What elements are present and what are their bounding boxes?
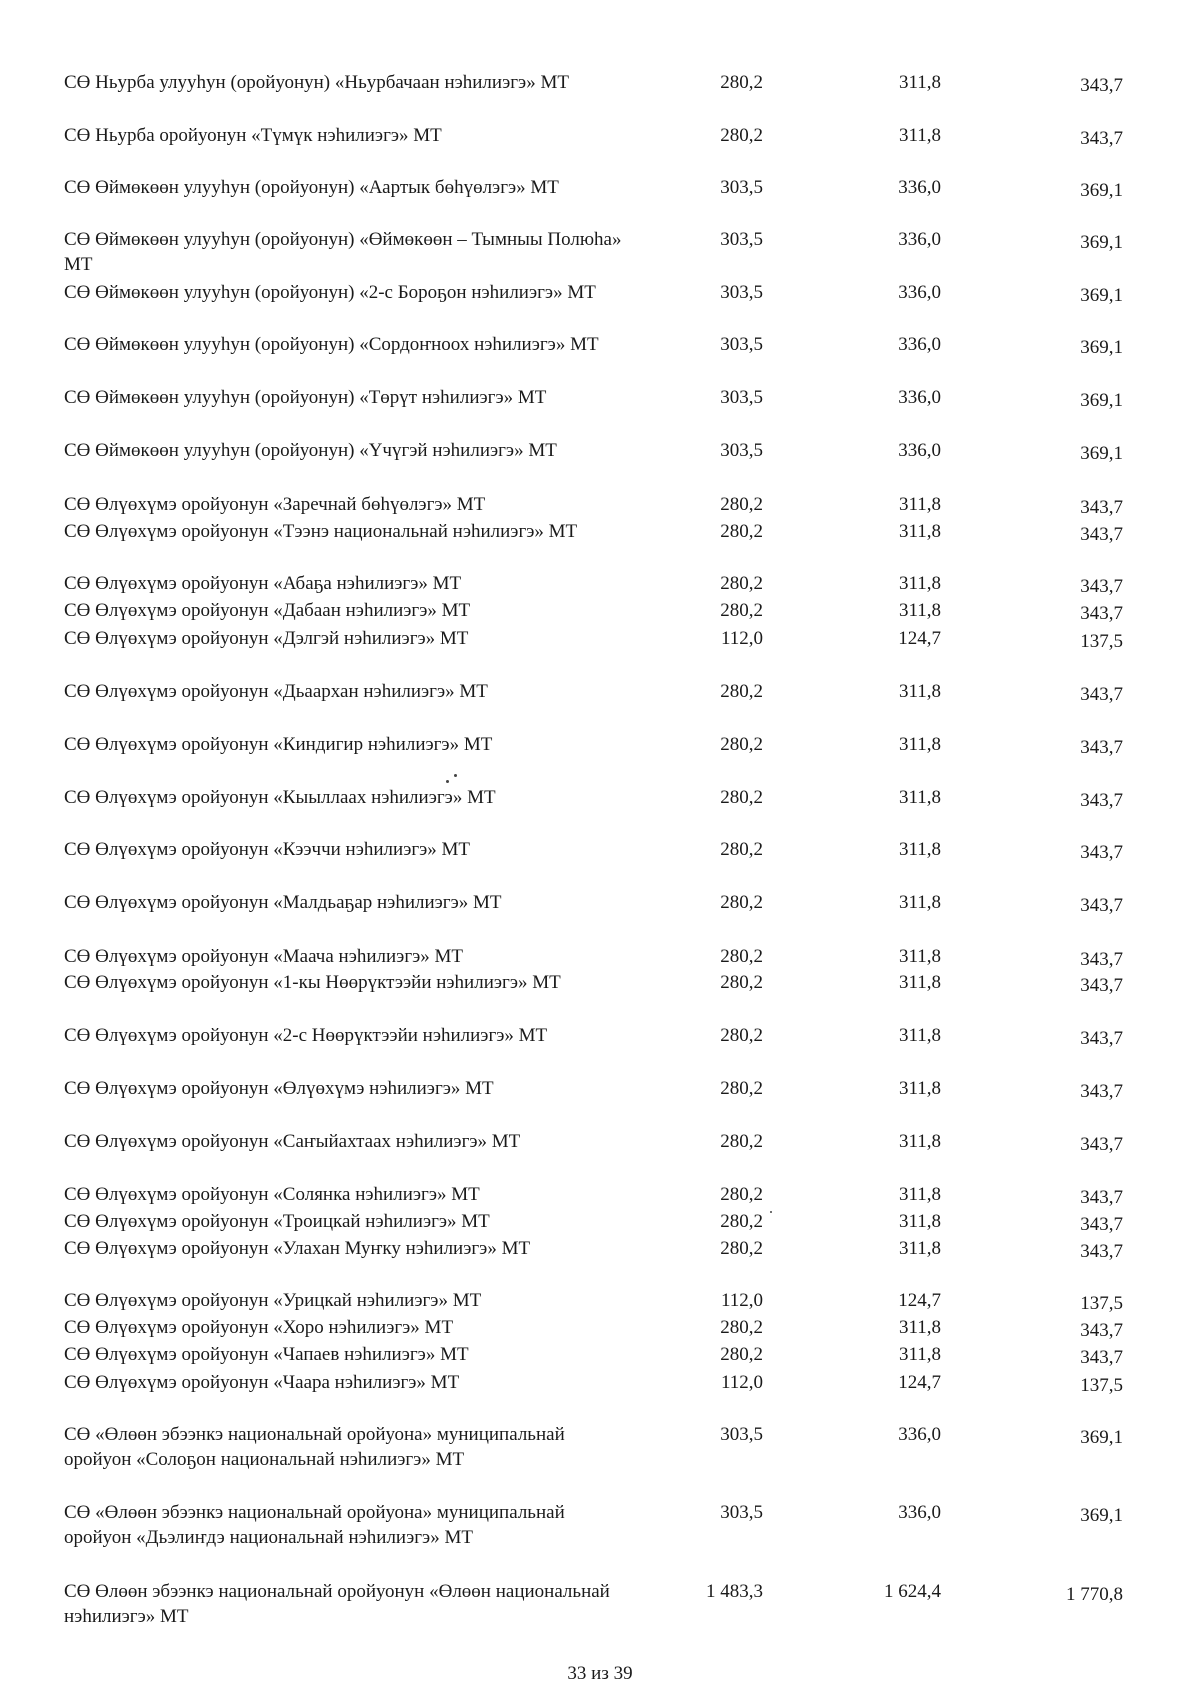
value-col-2: 311,8: [898, 681, 941, 702]
row-name: СӨ Өймөкөөн улууһун (оройуонун) «Сордоҥноох нэһилиэгэ» МТ: [64, 334, 599, 355]
value-col-3: 343,7: [1080, 603, 1123, 624]
value-col-3: 343,7: [1080, 949, 1123, 970]
value-col-1: 280,2: [720, 1184, 763, 1205]
row-name: СӨ Өлүөхүмэ оройуонун «Хоро нэһилиэгэ» МТ: [64, 1317, 454, 1338]
value-col-3: 369,1: [1080, 443, 1123, 464]
row-name: СӨ Өймөкөөн улууһун (оройуонун) «Төрүт нэһилиэгэ» МТ: [64, 387, 547, 408]
row-name: СӨ Өймөкөөн улууһун (оройуонун) «Үчүгэй нэһилиэгэ» МТ: [64, 440, 557, 461]
value-col-2: 311,8: [898, 573, 941, 594]
scan-speck: [770, 1211, 772, 1213]
value-col-1: 303,5: [720, 387, 763, 408]
value-col-2: 124,7: [898, 1372, 941, 1393]
value-col-2: 311,8: [898, 1238, 941, 1259]
value-col-3: 343,7: [1080, 576, 1123, 597]
value-col-3: 343,7: [1080, 128, 1123, 149]
value-col-1: 303,5: [720, 229, 763, 250]
value-col-1: 112,0: [720, 628, 763, 649]
value-col-1: 112,0: [720, 1290, 763, 1311]
value-col-3: 343,7: [1080, 75, 1123, 96]
row-name: СӨ «Өлөөн эбээнкэ национальнай оройуона» муниципальнай оройуон «Дьэлиҥдэ национальнай нэһилиэгэ» МТ: [64, 1502, 565, 1548]
row-name: СӨ Өлүөхүмэ оройуонун «Солянка нэһилиэгэ» МТ: [64, 1184, 480, 1205]
value-col-3: 137,5: [1080, 1293, 1123, 1314]
value-col-3: 369,1: [1080, 180, 1123, 201]
value-col-3: 369,1: [1080, 1427, 1123, 1448]
value-col-1: 1 483,3: [706, 1581, 763, 1602]
value-col-2: 311,8: [898, 125, 941, 146]
row-name: СӨ Өлүөхүмэ оройуонун «Өлүөхүмэ нэһилиэгэ» МТ: [64, 1078, 494, 1099]
row-name: СӨ «Өлөөн эбээнкэ национальнай оройуона» муниципальнай оройуон «Солоҕон национальнай нэһилиэгэ» МТ: [64, 1424, 565, 1470]
value-col-1: 280,2: [720, 1344, 763, 1365]
row-name: СӨ Өлүөхүмэ оройуонун «Чапаев нэһилиэгэ» МТ: [64, 1344, 469, 1365]
page-number: 33 из 39: [567, 1663, 633, 1684]
value-col-2: 311,8: [898, 1078, 941, 1099]
value-col-1: 303,5: [720, 282, 763, 303]
row-name: СӨ Өймөкөөн улууһун (оройуонун) «2-с Бороҕон нэһилиэгэ» МТ: [64, 282, 596, 303]
row-name: СӨ Өлүөхүмэ оройуонун «Дэлгэй нэһилиэгэ» МТ: [64, 628, 469, 649]
value-col-1: 280,2: [720, 787, 763, 808]
value-col-3: 343,7: [1080, 684, 1123, 705]
value-col-3: 369,1: [1080, 390, 1123, 411]
value-col-2: 311,8: [898, 72, 941, 93]
row-name: СӨ Өлүөхүмэ оройуонун «1-кы Нөөрүктээйи нэһилиэгэ» МТ: [64, 972, 561, 993]
value-col-3: 343,7: [1080, 1320, 1123, 1341]
value-col-1: 280,2: [720, 125, 763, 146]
value-col-2: 311,8: [898, 1184, 941, 1205]
value-col-3: 343,7: [1080, 1214, 1123, 1235]
row-name: СӨ Өлүөхүмэ оройуонун «Малдьаҕар нэһилиэгэ» МТ: [64, 892, 502, 913]
value-col-1: 280,2: [720, 681, 763, 702]
row-name: СӨ Өлүөхүмэ оройуонун «Чаара нэһилиэгэ» МТ: [64, 1372, 460, 1393]
value-col-1: 280,2: [720, 734, 763, 755]
value-col-2: 336,0: [898, 387, 941, 408]
value-col-2: 311,8: [898, 1344, 941, 1365]
value-col-2: 311,8: [898, 734, 941, 755]
value-col-3: 343,7: [1080, 790, 1123, 811]
scan-speck: [446, 780, 449, 783]
row-name: СӨ Өлүөхүмэ оройуонун «Абаҕа нэһилиэгэ» МТ: [64, 573, 462, 594]
value-col-3: 343,7: [1080, 1134, 1123, 1155]
value-col-1: 303,5: [720, 1424, 763, 1445]
value-col-2: 124,7: [898, 1290, 941, 1311]
value-col-3: 343,7: [1080, 497, 1123, 518]
row-name: СӨ Өлүөхүмэ оройуонун «2-с Нөөрүктээйи нэһилиэгэ» МТ: [64, 1025, 548, 1046]
value-col-1: 280,2: [720, 1025, 763, 1046]
value-col-1: 280,2: [720, 1317, 763, 1338]
row-name: СӨ Өлүөхүмэ оройуонун «Киндигир нэһилиэгэ» МТ: [64, 734, 493, 755]
value-col-2: 311,8: [898, 972, 941, 993]
value-col-3: 343,7: [1080, 975, 1123, 996]
value-col-3: 137,5: [1080, 1375, 1123, 1396]
value-col-1: 280,2: [720, 521, 763, 542]
value-col-2: 311,8: [898, 494, 941, 515]
value-col-3: 343,7: [1080, 895, 1123, 916]
value-col-2: 336,0: [898, 282, 941, 303]
value-col-2: 336,0: [898, 177, 941, 198]
value-col-2: 311,8: [898, 521, 941, 542]
value-col-2: 1 624,4: [884, 1581, 941, 1602]
value-col-3: 343,7: [1080, 737, 1123, 758]
value-col-3: 343,7: [1080, 1241, 1123, 1262]
value-col-2: 124,7: [898, 628, 941, 649]
value-col-1: 112,0: [720, 1372, 763, 1393]
value-col-3: 369,1: [1080, 232, 1123, 253]
value-col-1: 303,5: [720, 440, 763, 461]
value-col-3: 343,7: [1080, 1081, 1123, 1102]
row-name: СӨ Өлүөхүмэ оройуонун «Улахан Муҥку нэһилиэгэ» МТ: [64, 1238, 531, 1259]
scan-speck: [454, 774, 457, 777]
row-name: СӨ Өймөкөөн улууһун (оройуонун) «Аартык бөһүөлэгэ» МТ: [64, 177, 559, 198]
value-col-3: 369,1: [1080, 1505, 1123, 1526]
value-col-2: 311,8: [898, 600, 941, 621]
value-col-2: 311,8: [898, 839, 941, 860]
value-col-2: 311,8: [898, 946, 941, 967]
value-col-2: 336,0: [898, 440, 941, 461]
value-col-2: 311,8: [898, 1317, 941, 1338]
row-name: СӨ Өлүөхүмэ оройуонун «Саҥыйахтаах нэһилиэгэ» МТ: [64, 1131, 521, 1152]
value-col-1: 280,2: [720, 1078, 763, 1099]
value-col-1: 280,2: [720, 600, 763, 621]
row-name: СӨ Ньурба оройуонун «Түмүк нэһилиэгэ» МТ: [64, 125, 442, 146]
value-col-1: 280,2: [720, 494, 763, 515]
value-col-2: 311,8: [898, 1131, 941, 1152]
row-name: СӨ Өлүөхүмэ оройуонун «Дабаан нэһилиэгэ» МТ: [64, 600, 471, 621]
value-col-2: 336,0: [898, 1424, 941, 1445]
value-col-2: 311,8: [898, 892, 941, 913]
value-col-1: 280,2: [720, 972, 763, 993]
value-col-1: 280,2: [720, 1131, 763, 1152]
value-col-1: 280,2: [720, 1238, 763, 1259]
value-col-1: 280,2: [720, 946, 763, 967]
value-col-1: 280,2: [720, 573, 763, 594]
value-col-3: 343,7: [1080, 842, 1123, 863]
value-col-3: 343,7: [1080, 1347, 1123, 1368]
value-col-1: 280,2: [720, 839, 763, 860]
value-col-1: 280,2: [720, 72, 763, 93]
value-col-1: 280,2: [720, 1211, 763, 1232]
value-col-2: 336,0: [898, 1502, 941, 1523]
value-col-2: 311,8: [898, 1025, 941, 1046]
value-col-2: 311,8: [898, 1211, 941, 1232]
value-col-3: 1 770,8: [1066, 1584, 1123, 1605]
row-name: СӨ Өлүөхүмэ оройуонун «Дьаархан нэһилиэгэ» МТ: [64, 681, 488, 702]
value-col-2: 336,0: [898, 334, 941, 355]
value-col-1: 303,5: [720, 334, 763, 355]
value-col-3: 343,7: [1080, 524, 1123, 545]
value-col-3: 343,7: [1080, 1187, 1123, 1208]
value-col-1: 303,5: [720, 177, 763, 198]
value-col-3: 369,1: [1080, 285, 1123, 306]
value-col-1: 303,5: [720, 1502, 763, 1523]
row-name: СӨ Өлүөхүмэ оройуонун «Кээччи нэһилиэгэ» МТ: [64, 839, 471, 860]
row-name: СӨ Өлүөхүмэ оройуонун «Заречнай бөһүөлэгэ» МТ: [64, 494, 486, 515]
value-col-3: 137,5: [1080, 631, 1123, 652]
value-col-2: 311,8: [898, 787, 941, 808]
row-name: СӨ Өлүөхүмэ оройуонун «Урицкай нэһилиэгэ» МТ: [64, 1290, 482, 1311]
row-name: СӨ Өлүөхүмэ оройуонун «Тээнэ национальнай нэһилиэгэ» МТ: [64, 521, 578, 542]
row-name: СӨ Өлүөхүмэ оройуонун «Кыыллаах нэһилиэгэ» МТ: [64, 787, 496, 808]
row-name: СӨ Өлөөн эбээнкэ национальнай оройуонун «Өлөөн национальнай нэһилиэгэ» МТ: [64, 1581, 610, 1627]
value-col-3: 343,7: [1080, 1028, 1123, 1049]
row-name: СӨ Өймөкөөн улууһун (оройуонун) «Өймөкөөн – Тымныы Полюһа» МТ: [64, 229, 622, 275]
row-name: СӨ Өлүөхүмэ оройуонун «Троицкай нэһилиэгэ» МТ: [64, 1211, 490, 1232]
value-col-1: 280,2: [720, 892, 763, 913]
row-name: СӨ Ньурба улууһун (оройуонун) «Ньурбачаан нэһилиэгэ» МТ: [64, 72, 569, 93]
value-col-2: 336,0: [898, 229, 941, 250]
value-col-3: 369,1: [1080, 337, 1123, 358]
row-name: СӨ Өлүөхүмэ оройуонун «Маача нэһилиэгэ» МТ: [64, 946, 464, 967]
